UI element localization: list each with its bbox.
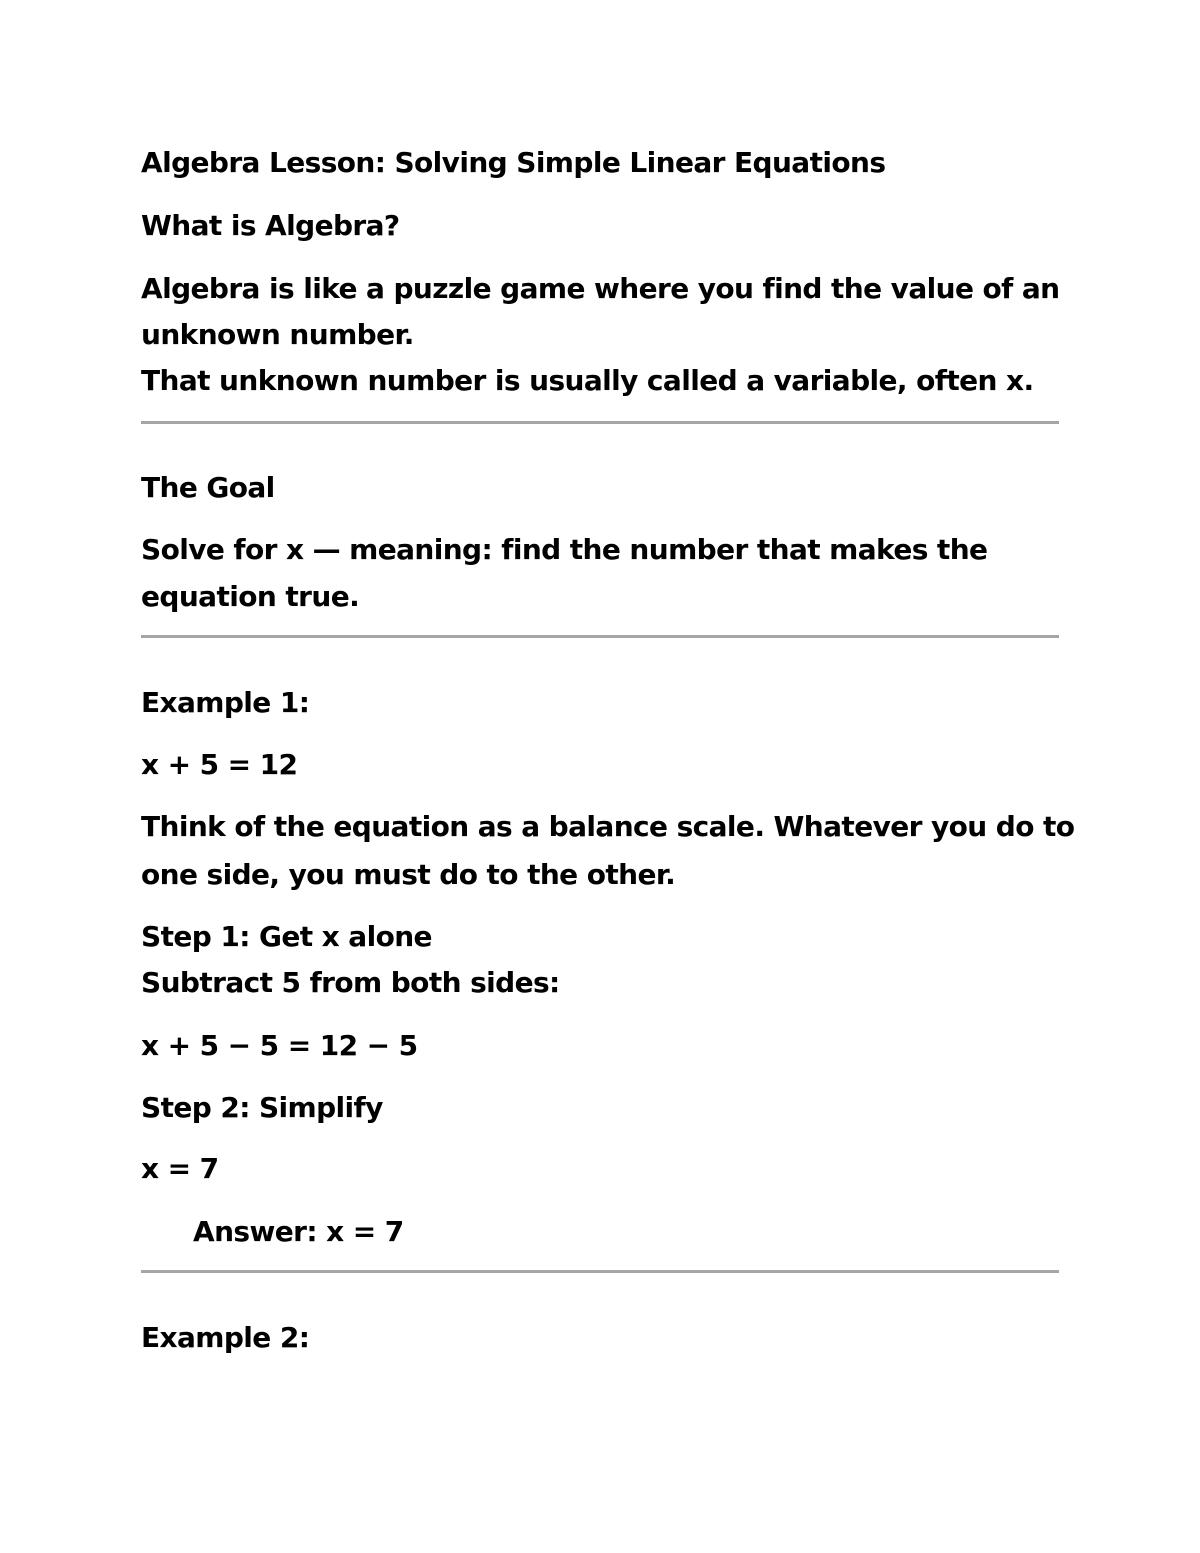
intro-paragraph-line-2: unknown number. <box>141 318 414 351</box>
horizontal-divider <box>141 421 1059 424</box>
step-2-heading: Step 2: Simplify <box>141 1091 383 1124</box>
section-heading-what-is-algebra: What is Algebra? <box>141 209 400 242</box>
example-1-equation: x + 5 = 12 <box>141 748 298 781</box>
horizontal-divider <box>141 635 1059 638</box>
goal-paragraph-line-1: Solve for x — meaning: find the number that makes the <box>141 533 988 566</box>
intro-paragraph-line-3: That unknown number is usually called a variable, often x. <box>141 364 1034 397</box>
answer-line: Answer: x = 7 <box>193 1215 404 1248</box>
intro-paragraph-line-1: Algebra is like a puzzle game where you find the value of an <box>141 272 1060 305</box>
step-1-equation: x + 5 − 5 = 12 − 5 <box>141 1029 418 1062</box>
balance-paragraph-line-2: one side, you must do to the other. <box>141 858 676 891</box>
step-2-equation: x = 7 <box>141 1152 219 1185</box>
section-heading-the-goal: The Goal <box>141 471 275 504</box>
step-1-heading: Step 1: Get x alone <box>141 920 432 953</box>
goal-paragraph-line-2: equation true. <box>141 580 360 613</box>
step-1-text: Subtract 5 from both sides: <box>141 966 560 999</box>
balance-paragraph-line-1: Think of the equation as a balance scale. Whatever you do to <box>141 810 1075 843</box>
horizontal-divider <box>141 1270 1059 1273</box>
example-1-heading: Example 1: <box>141 686 310 719</box>
example-2-heading: Example 2: <box>141 1321 310 1354</box>
document-title: Algebra Lesson: Solving Simple Linear Equations <box>141 146 886 179</box>
